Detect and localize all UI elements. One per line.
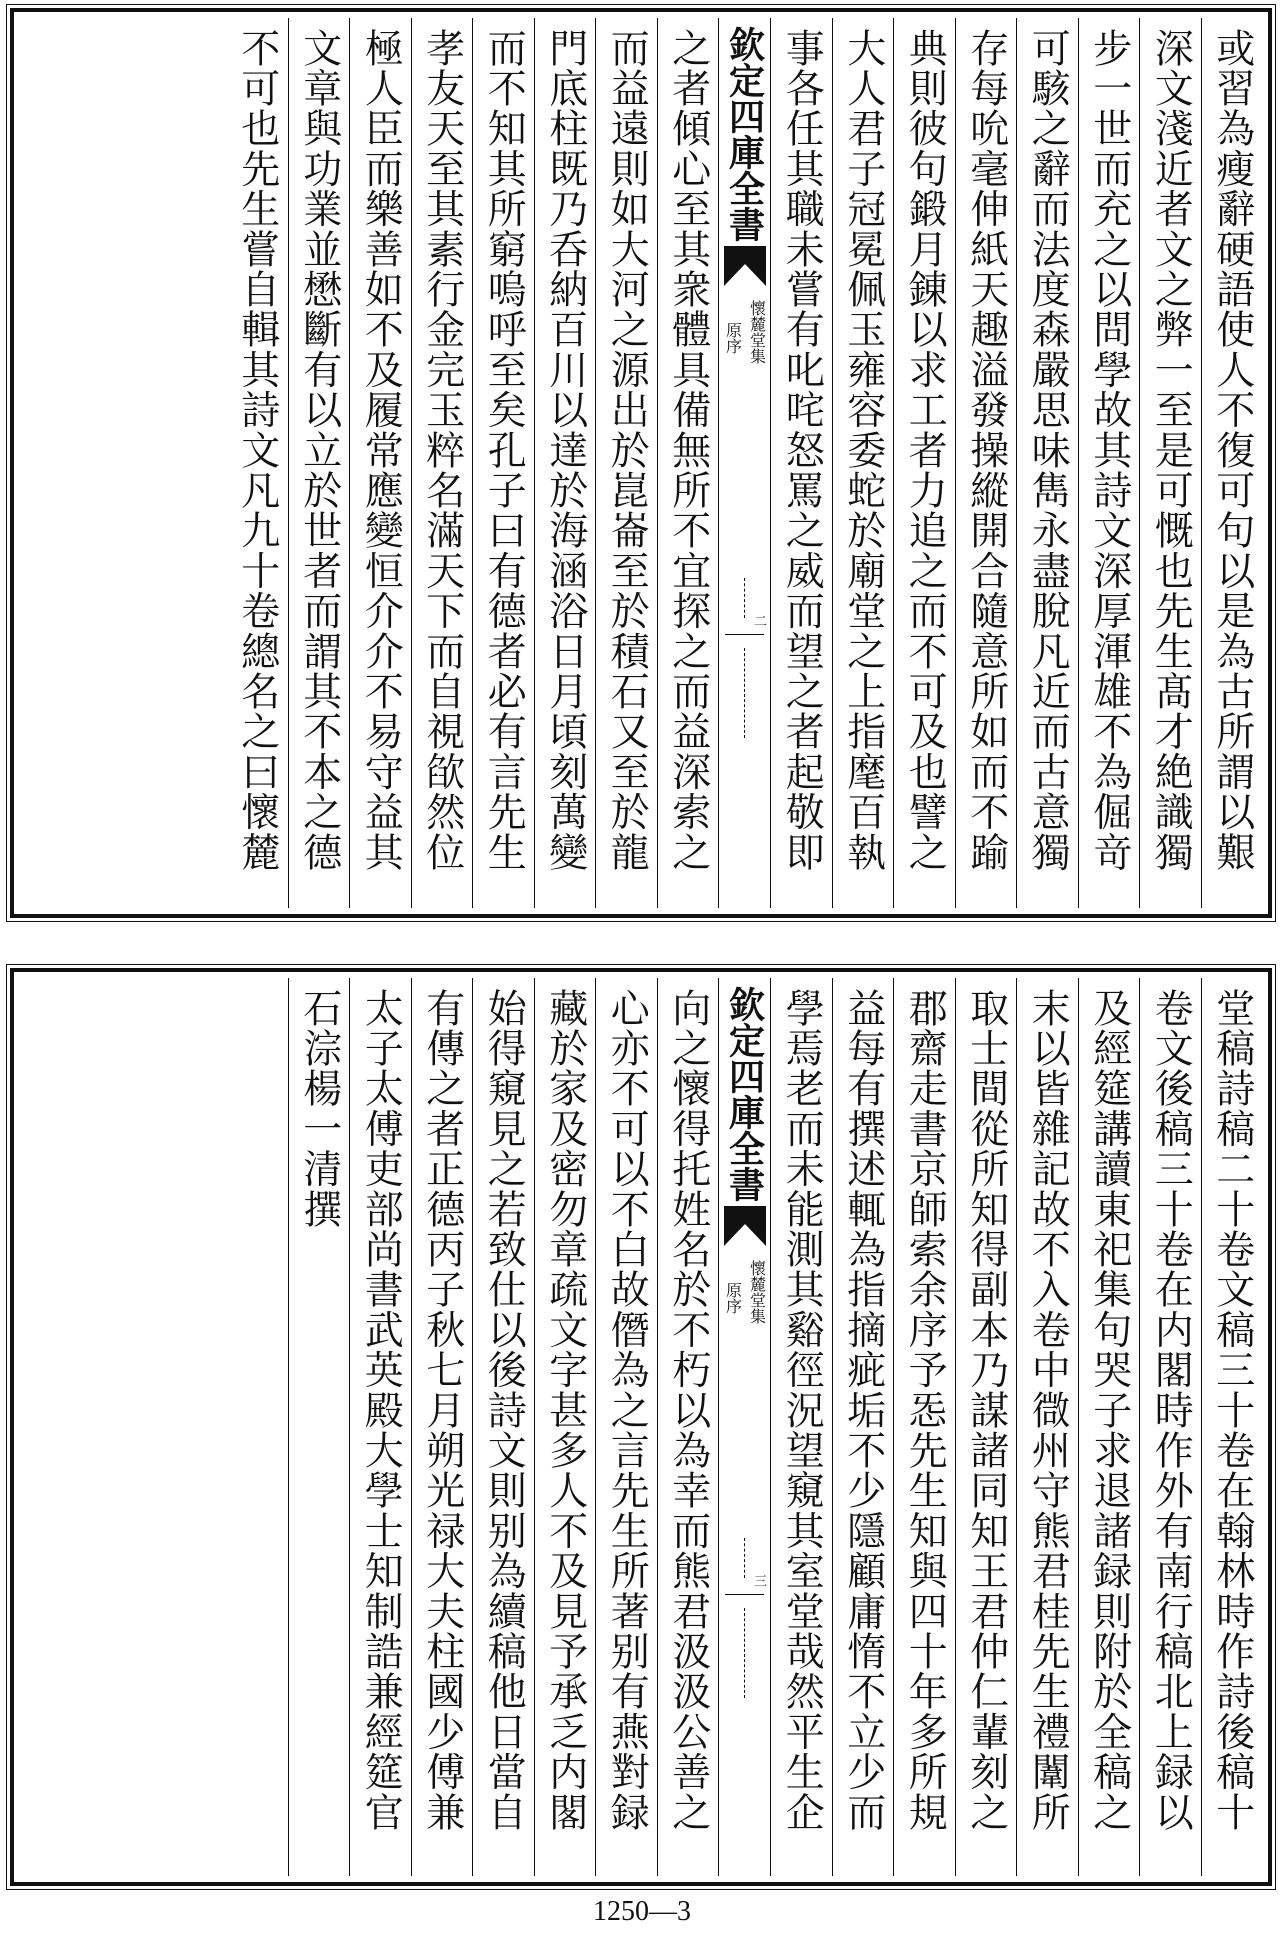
page-panel-bottom [10,968,1272,1886]
collection-title: 欽定四庫全書 [723,986,766,1202]
text-columns-bottom [20,978,1262,1876]
text-column [534,978,596,1876]
fold-dash [744,1538,746,1578]
column-text: 太子太傅吏部尚書武英殿大學士知制誥兼經筵官 [358,988,404,1833]
fold-dash [744,648,746,738]
text-column [657,18,719,908]
column-text: 取士間從所知得副本乃謀諸同知王君仲仁輩刻之 [963,988,1009,1833]
column-text: 深文淺近者文之弊一至是可慨也先生髙才絶識獨 [1148,28,1194,873]
text-column [1078,18,1140,908]
text-column [1078,978,1140,1876]
text-columns-top [20,18,1262,908]
text-column [595,978,657,1876]
text-column [955,18,1017,908]
text-column [770,978,832,1876]
column-text: 學焉老而未能測其谿徑況望窺其室堂哉然平生企 [779,988,825,1833]
column-text: 末以皆雜記故不入卷中㣲州守熊君桂先生禮闈所 [1025,988,1071,1833]
column-text: 或習為瘦辭硬語使人不復可句以是為古所謂以艱 [1209,28,1255,873]
text-column [893,18,955,908]
column-text: 可駭之辭而法度森嚴思味雋永盡脫凡近而古意獨 [1025,28,1071,873]
text-column [472,18,534,908]
column-text: 郡齋走書京師索余序予㤅先生知與四十年多所規 [902,988,948,1833]
fold-dash [744,1608,746,1698]
book-name: 懷麓堂集 [747,300,767,364]
text-column [657,978,719,1876]
fishtail-mark-icon [724,246,766,286]
text-column [1139,18,1201,908]
text-column [770,18,832,908]
column-text: 堂稿詩稿二十卷文稿三十卷在翰林時作詩後稿十 [1209,988,1255,1833]
column-text: 大人君子冠冕佩玉雍容委蛇於廟堂之上指麾百執 [840,28,886,873]
column-text: 事各任其職未嘗有叱咤怒罵之威而望之者起敬即 [779,28,825,873]
page-panel-top [10,8,1272,918]
column-text: 始得窺見之若致仕以後詩文則别為續稿他日當自 [481,988,527,1833]
column-text: 而益遠則如大河之源出於崑崙至於積石又至於龍 [604,28,650,873]
fold-rule [725,634,764,635]
column-text: 卷文後稿三十卷在内閣時作外有南行稿北上録以 [1148,988,1194,1833]
book-name: 懷麓堂集 [747,1260,767,1324]
text-column [1016,978,1078,1876]
text-column [288,18,350,908]
text-column [349,18,411,908]
fishtail-mark-icon [724,1206,766,1246]
column-text: 向之懷得托姓名於不朽以為幸而熊君汲汲公善之 [665,988,711,1833]
column-text: 門底柱既乃呑納百川以達於海涵浴日月頃刻萬變 [542,28,588,873]
text-column [955,978,1017,1876]
column-text: 之者傾心至其衆體具備無所不宜探之而益深索之 [665,28,711,873]
book-and-section [724,300,766,364]
section-name: 原序 [723,1282,743,1314]
page-number-footer: 1250—3 [593,1896,691,1927]
book-and-section [724,1260,766,1324]
text-column [411,18,473,908]
center-fold-column [718,978,770,1876]
text-column [472,978,534,1876]
text-column [832,18,894,908]
column-text: 極人臣而樂善如不及履常應變恒介介不易守益其 [358,28,404,873]
text-column [226,18,288,908]
column-text: 典則彼句鍛月錬以求工者力追之而不可及也譬之 [902,28,948,873]
fold-dash [744,578,746,618]
column-text: 孝友天至其素行金完玉粹名滿天下而自視欿然位 [419,28,465,873]
column-text: 藏於家及密勿章疏文字甚多人不及見予承乏内閣 [542,988,588,1833]
column-text: 益每有撰述輒為指摘疵垢不少隱顧庸惰不立少而 [840,988,886,1833]
fold-rule [725,1594,764,1595]
collection-title: 欽定四庫全書 [723,26,766,242]
column-text: 有傳之者正德丙子秋七月朔光禄大夫柱國少傅兼 [419,988,465,1833]
leaf-number: 三 [751,1574,766,1587]
column-text: 石淙楊一清撰 [296,988,342,1230]
column-text: 文章與功業並懋斷有以立於世者而謂其不本之德 [296,28,342,873]
center-fold-column [718,18,770,908]
text-column [595,18,657,908]
text-column [411,978,473,1876]
column-text: 步一世而充之以問學故其詩文深厚渾雄不為倔竒 [1086,28,1132,873]
column-text: 而不知其所窮嗚呼至矣孔子曰有德者必有言先生 [481,28,527,873]
text-column [1016,18,1078,908]
text-column [1139,978,1201,1876]
text-column [1201,978,1263,1876]
column-text: 及經筵講讀東祀集句哭子求退諸録則附於全稿之 [1086,988,1132,1833]
text-column [1201,18,1263,908]
leaf-number: 二 [751,614,766,627]
text-column [349,978,411,1876]
column-text: 心亦不可以不白故僭為之言先生所著别有燕對録 [604,988,650,1833]
text-column [226,978,288,1876]
section-name: 原序 [723,322,743,354]
text-column [893,978,955,1876]
column-text: 存每吮毫伸紙天趣溢發操縱開合隨意所如而不踰 [963,28,1009,873]
text-column [288,978,350,1876]
text-column [534,18,596,908]
column-text: 不可也先生嘗自輯其詩文凡九十卷總名之曰懷麓 [234,28,280,873]
text-column [832,978,894,1876]
